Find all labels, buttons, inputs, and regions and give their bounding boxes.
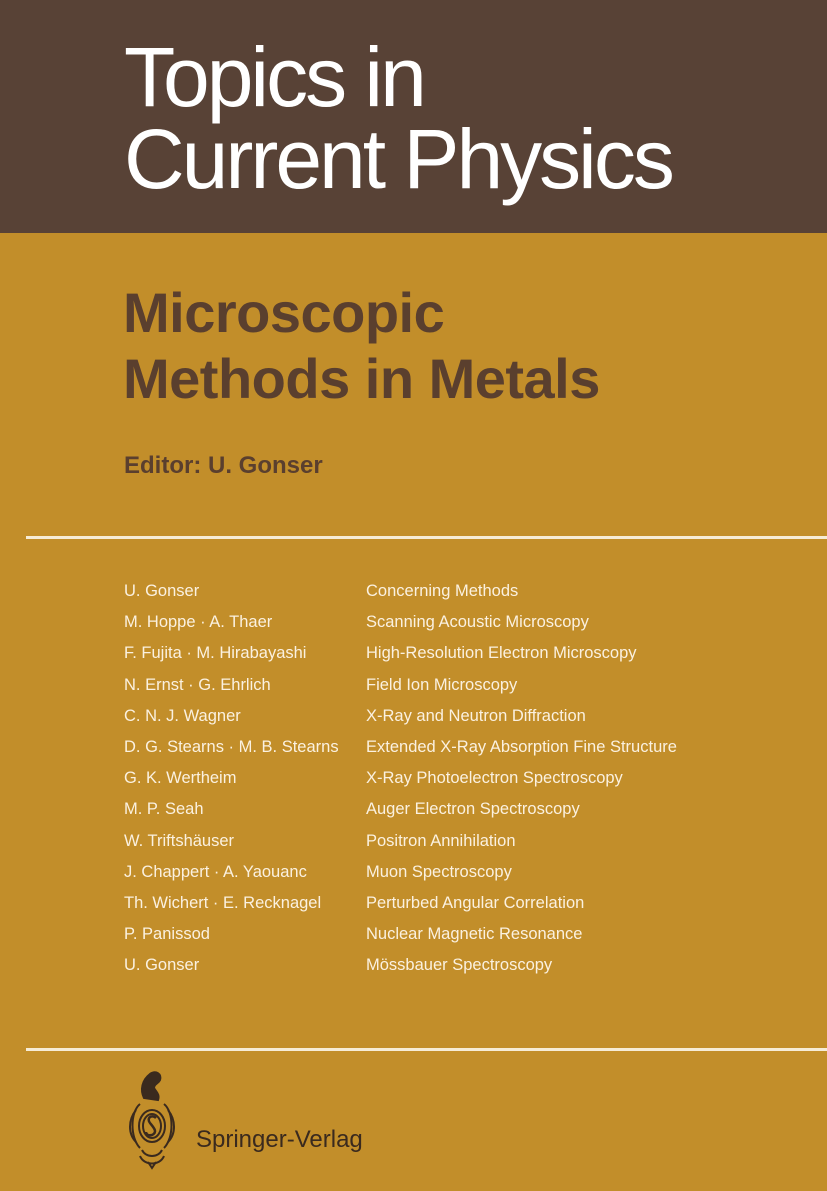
contents-row bbox=[124, 826, 744, 857]
contents-row bbox=[124, 607, 744, 638]
contents-topic: Nuclear Magnetic Resonance bbox=[366, 925, 583, 944]
book-title-line-1: Microscopic bbox=[123, 281, 445, 344]
contents-topic: Field Ion Microscopy bbox=[366, 675, 518, 694]
contents-row bbox=[124, 576, 744, 607]
contents-author: J. Chappert · A. Yaouanc bbox=[124, 862, 307, 881]
book-title bbox=[123, 280, 600, 412]
divider-bottom bbox=[26, 1048, 827, 1051]
editor-credit: Editor: U. Gonser bbox=[124, 452, 323, 479]
contents-row bbox=[124, 763, 744, 794]
contents-topic: X-Ray and Neutron Diffraction bbox=[366, 706, 586, 725]
contents-author: C. N. J. Wagner bbox=[124, 706, 241, 725]
contents-author: N. Ernst · G. Ehrlich bbox=[124, 675, 271, 694]
contents-row bbox=[124, 919, 744, 950]
contents-row bbox=[124, 794, 744, 825]
contents-topic: Positron Annihilation bbox=[366, 831, 516, 850]
contents-author: U. Gonser bbox=[124, 582, 200, 601]
springer-knight-icon bbox=[122, 1068, 182, 1172]
contents-author: U. Gonser bbox=[124, 956, 200, 975]
contents-list bbox=[124, 576, 744, 981]
contents-row bbox=[124, 857, 744, 888]
contents-topic: Perturbed Angular Correlation bbox=[366, 893, 585, 912]
contents-row bbox=[124, 670, 744, 701]
contents-author: M. P. Seah bbox=[124, 800, 204, 819]
series-title bbox=[124, 30, 672, 206]
contents-topic: Concerning Methods bbox=[366, 582, 519, 601]
contents-author: G. K. Wertheim bbox=[124, 769, 237, 788]
divider-top bbox=[26, 536, 827, 539]
contents-topic: Muon Spectroscopy bbox=[366, 862, 512, 881]
series-title-line-2: Current Physics bbox=[124, 112, 672, 206]
contents-author: F. Fujita · M. Hirabayashi bbox=[124, 644, 307, 663]
contents-row bbox=[124, 701, 744, 732]
contents-author: M. Hoppe · A. Thaer bbox=[124, 613, 273, 632]
contents-topic: Scanning Acoustic Microscopy bbox=[366, 613, 589, 632]
contents-row bbox=[124, 950, 744, 981]
contents-author: W. Triftshäuser bbox=[124, 831, 235, 850]
contents-topic: Mössbauer Spectroscopy bbox=[366, 956, 553, 975]
contents-author: Th. Wichert · E. Recknagel bbox=[124, 893, 322, 912]
book-title-line-2: Methods in Metals bbox=[123, 347, 600, 410]
contents-row bbox=[124, 732, 744, 763]
publisher-name: Springer-Verlag bbox=[196, 1126, 363, 1153]
contents-topic: High-Resolution Electron Microscopy bbox=[366, 644, 637, 663]
contents-topic: X-Ray Photoelectron Spectroscopy bbox=[366, 769, 623, 788]
contents-row bbox=[124, 888, 744, 919]
contents-topic: Auger Electron Spectroscopy bbox=[366, 800, 580, 819]
contents-topic: Extended X-Ray Absorption Fine Structure bbox=[366, 738, 677, 757]
contents-author: P. Panissod bbox=[124, 925, 210, 944]
series-title-line-1: Topics in bbox=[124, 30, 424, 124]
contents-row bbox=[124, 638, 744, 669]
contents-author: D. G. Stearns · M. B. Stearns bbox=[124, 738, 339, 757]
